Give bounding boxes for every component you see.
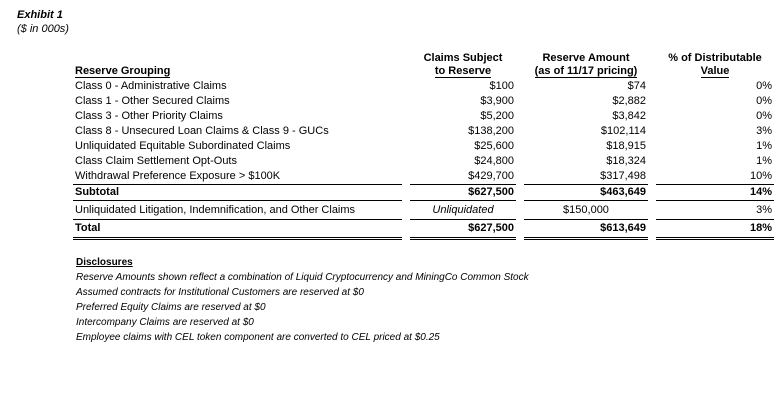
row-pct: 1% (756, 155, 772, 167)
disclosures-section (76, 255, 529, 345)
subtotal-pct: 14% (656, 185, 774, 201)
row-pct: 10% (656, 169, 774, 185)
total-reserve: $613,649 (524, 220, 648, 239)
header-pct-line2: Value (700, 65, 730, 77)
row-claims: $25,600 (474, 140, 514, 152)
row-reserve: $102,114 (600, 125, 646, 137)
subtotal-claims: $627,500 (410, 185, 516, 201)
header-pct-distributable (656, 52, 774, 79)
header-reserve-line2: (as of 11/17 pricing) (534, 65, 638, 77)
row-claims: $100 (489, 80, 514, 92)
table-row (73, 94, 774, 109)
row-pct: 1% (756, 140, 772, 152)
row-label: Class 8 - Unsecured Loan Claims & Class 9 - GUCs (75, 125, 329, 137)
disclosures-heading: Disclosures (76, 257, 133, 268)
disclosure-line: Intercompany Claims are reserved at $0 (76, 317, 254, 328)
exhibit-title: Exhibit 1 (17, 9, 63, 21)
subtotal-row (73, 185, 774, 201)
table-row (73, 109, 774, 124)
row-label: Class 0 - Administrative Claims (75, 80, 227, 92)
header-grouping-label: Reserve Grouping (75, 65, 171, 77)
subtotal-reserve: $463,649 (524, 185, 648, 201)
row-claims: $138,200 (468, 125, 514, 137)
total-pct: 18% (656, 220, 774, 239)
disclosure-line: Reserve Amounts shown reflect a combination of Liquid Cryptocurrency and MiningCo Common Stock (76, 272, 529, 283)
row-reserve: $317,498 (524, 169, 648, 185)
litigation-claims: Unliquidated (410, 201, 516, 220)
header-claims-line2: to Reserve (434, 65, 492, 77)
litigation-pct: 3% (656, 201, 774, 220)
row-label: Unliquidated Equitable Subordinated Claims (75, 140, 291, 152)
table-row (73, 169, 774, 185)
disclosure-line: Employee claims with CEL token component are converted to CEL priced at $0.25 (76, 332, 440, 343)
row-pct: 3% (756, 125, 772, 137)
row-pct: 0% (756, 95, 772, 107)
header-reserve-amount (524, 52, 648, 79)
row-claims: $24,800 (474, 155, 514, 167)
disclosure-line: Assumed contracts for Institutional Customers are reserved at $0 (76, 287, 364, 298)
row-claims: $5,200 (480, 110, 514, 122)
row-label: Class 3 - Other Priority Claims (75, 110, 223, 122)
subtotal-label: Subtotal (73, 185, 402, 201)
table-row (73, 79, 774, 94)
table-row (73, 139, 774, 154)
litigation-label: Unliquidated Litigation, Indemnification, and Other Claims (73, 201, 402, 220)
row-pct: 0% (756, 80, 772, 92)
row-reserve: $3,842 (612, 110, 646, 122)
header-pct-line1: % of Distributable (668, 52, 762, 64)
reserve-table (73, 52, 774, 240)
total-row (73, 220, 774, 239)
header-reserve-grouping (73, 52, 402, 79)
row-claims: $429,700 (410, 169, 516, 185)
row-claims: $3,900 (480, 95, 514, 107)
header-claims-subject (410, 52, 516, 79)
litigation-reserve: $150,000 (524, 201, 648, 220)
row-reserve: $74 (627, 80, 646, 92)
row-reserve: $2,882 (612, 95, 646, 107)
row-pct: 0% (756, 110, 772, 122)
total-label: Total (73, 220, 402, 239)
table-row (73, 154, 774, 169)
disclosure-line: Preferred Equity Claims are reserved at $0 (76, 302, 266, 313)
table-header-row (73, 52, 774, 79)
row-label: Class Claim Settlement Opt-Outs (75, 155, 237, 167)
row-reserve: $18,915 (606, 140, 646, 152)
total-claims: $627,500 (410, 220, 516, 239)
exhibit-units: ($ in 000s) (17, 23, 69, 35)
row-reserve: $18,324 (606, 155, 646, 167)
litigation-row (73, 201, 774, 220)
row-label: Withdrawal Preference Exposure > $100K (73, 169, 402, 185)
table-row (73, 124, 774, 139)
header-reserve-line1: Reserve Amount (542, 52, 630, 64)
header-claims-line1: Claims Subject (423, 52, 503, 64)
row-label: Class 1 - Other Secured Claims (75, 95, 230, 107)
